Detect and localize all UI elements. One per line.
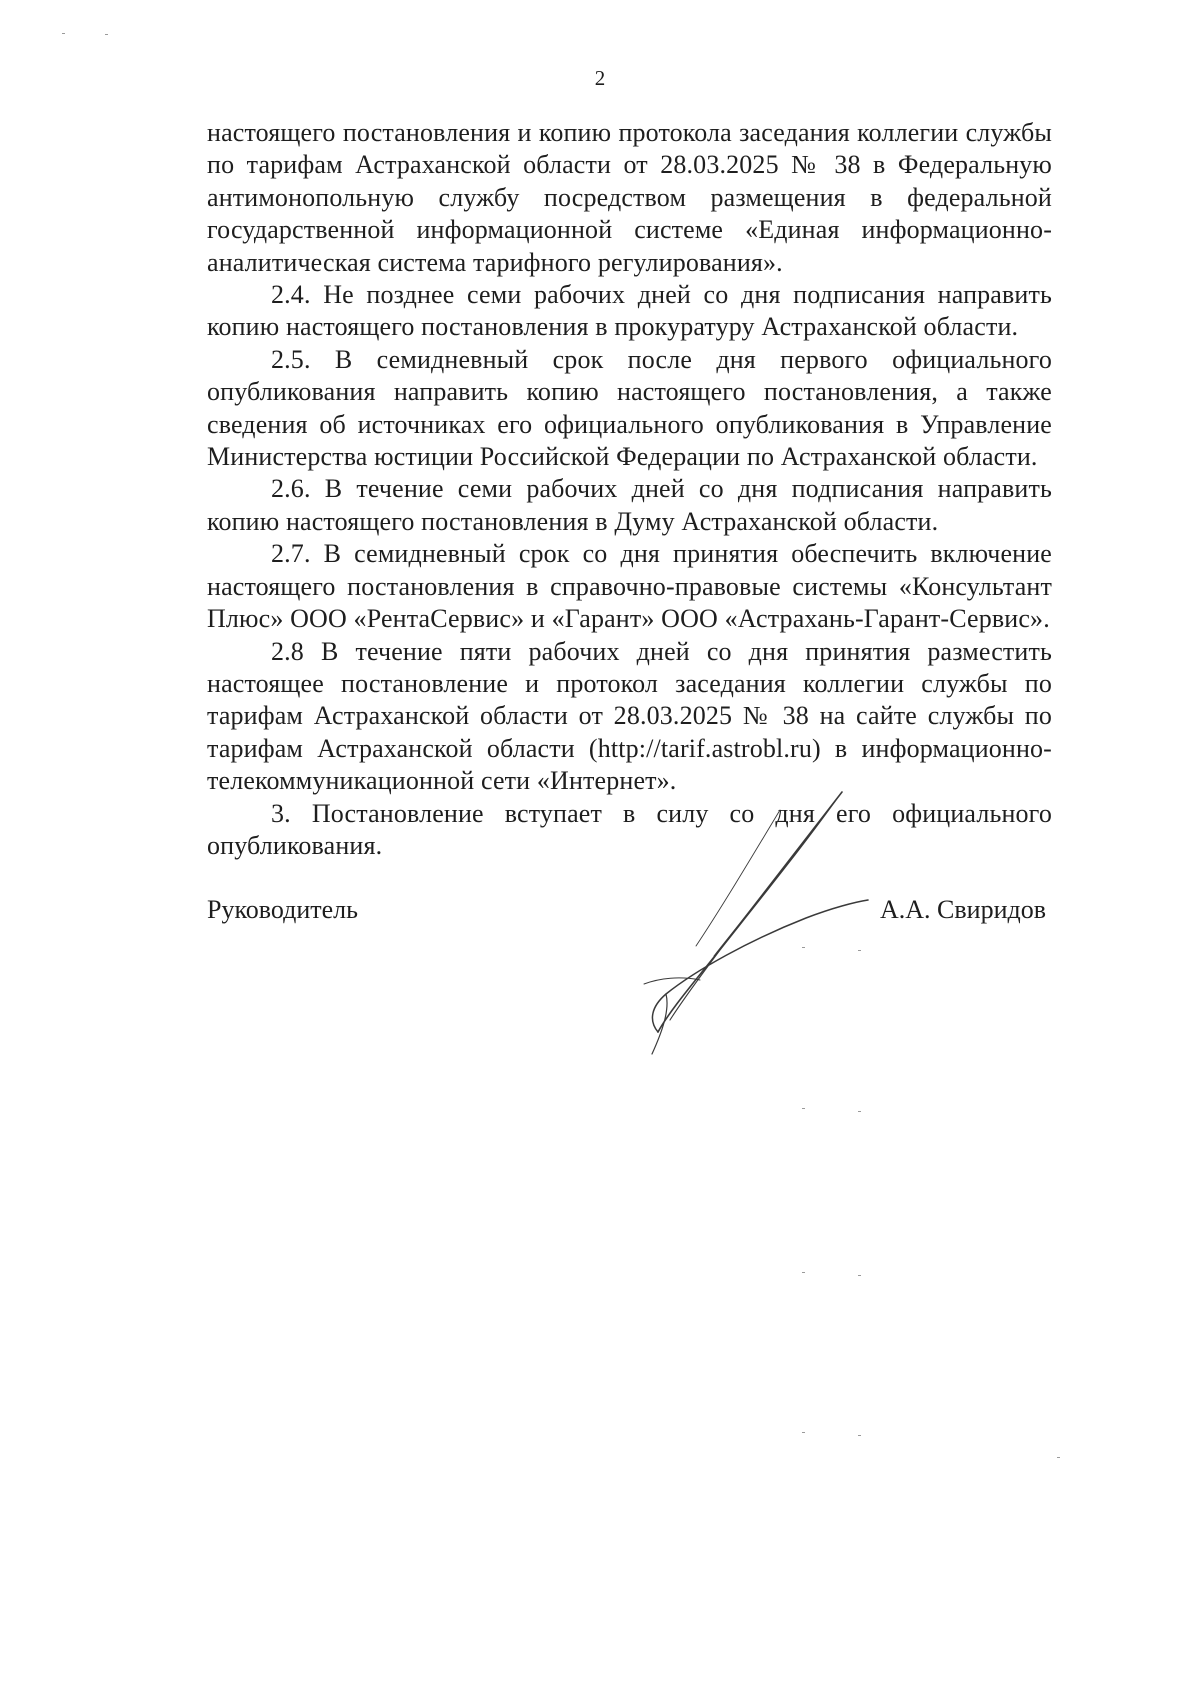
paragraph-2-6: 2.6. В течение семи рабочих дней со дня подписания направить копию настоящего постановления в Думу Астраханской области.: [207, 474, 1052, 536]
paragraph-2-7: 2.7. В семидневный срок со дня принятия обеспечить включение настоящего постановления в справочно-правовые системы «Консультант Плюс» ООО «РентаСервис» и «Гарант» ООО «Астрахань-Гарант-Сервис».: [207, 539, 1052, 634]
scan-speck: [802, 1432, 805, 1433]
paragraph-2-8: 2.8 В течение пяти рабочих дней со дня принятия разместить настоящее постановление и протокол заседания коллегии службы по тарифам Астраханской области от 28.03.2025 № 38 на сайте службы по тарифам Астраханской области (http://tarif.astrobl.ru) в информационно-телекоммуникационной сети «Интернет».: [207, 636, 1052, 796]
scan-speck: [105, 34, 108, 35]
scan-speck: [858, 950, 861, 951]
scan-speck: [858, 1111, 861, 1112]
paragraph-2-4: 2.4. Не позднее семи рабочих дней со дня подписания направить копию настоящего постановления в прокуратуру Астраханской области.: [207, 280, 1052, 342]
paragraph-2-5: 2.5. В семидневный срок после дня первого официального опубликования направить копию настоящего постановления, а также сведения об источниках его официального опубликования в Управление Министерства юстиции Российской Федерации по Астраханской области.: [207, 344, 1052, 472]
paragraph-continuation: настоящего постановления и копию протокола заседания коллегии службы по тарифам Астраханской области от 28.03.2025 № 38 в Федеральную антимонопольную службу посредством размещения в федеральной государственной информационной системе «Единая информационно-аналитическая система тарифного регулирования».: [207, 118, 1052, 277]
paragraph-3: 3. Постановление вступает в силу со дня его официального опубликования.: [207, 798, 1052, 860]
document-body: [207, 117, 1052, 862]
page-number: 2: [594, 66, 606, 90]
signatory-name: А.А. Свиридов: [880, 895, 1047, 924]
scan-speck: [858, 1275, 861, 1276]
scan-speck: [62, 33, 65, 34]
signatory-title: Руководитель: [207, 895, 358, 924]
scan-speck: [802, 1272, 805, 1273]
scan-speck: [802, 1108, 805, 1109]
scan-speck: [802, 947, 805, 948]
handwritten-signature: [600, 770, 900, 1070]
scan-speck: [1057, 1457, 1060, 1458]
scan-speck: [858, 1435, 861, 1436]
